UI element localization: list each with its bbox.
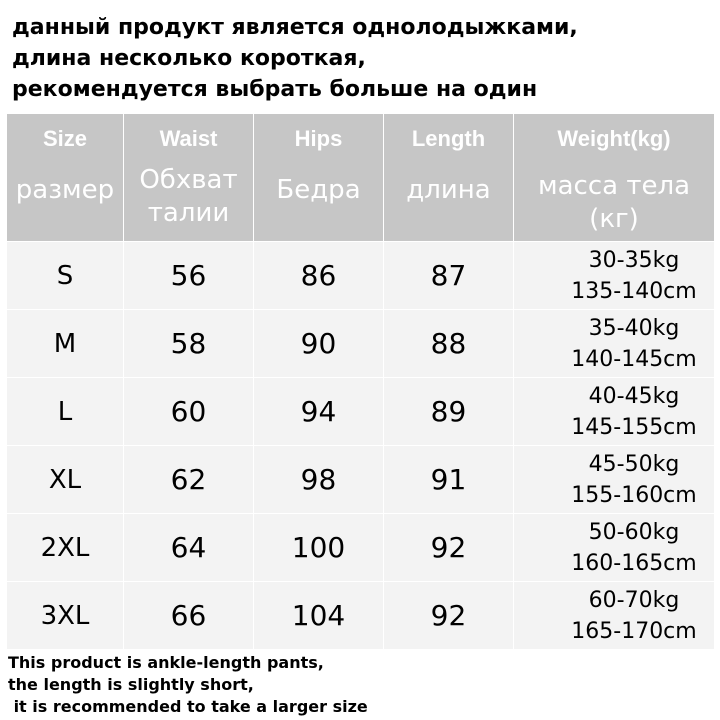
header-length-en: Length (411, 126, 486, 151)
english-notice-line: the length is slightly short, (8, 675, 254, 694)
header-waist (124, 114, 254, 242)
size-cell: L (7, 378, 124, 446)
hips-cell: 90 (254, 310, 384, 378)
table-row (7, 582, 715, 650)
hips-cell: 86 (254, 242, 384, 310)
header-waist-ru: Обхват талии (139, 165, 238, 228)
header-size-en: Size (42, 126, 88, 151)
russian-notice-line: данный продукт является однолодыжками, (12, 15, 578, 40)
english-notice-line: it is recommended to take a larger size (8, 697, 368, 716)
english-notice (8, 652, 708, 718)
hips-cell: 98 (254, 446, 384, 514)
header-size (7, 114, 124, 242)
russian-notice (12, 12, 712, 105)
weight-height-cell (514, 582, 715, 650)
table-row (7, 514, 715, 582)
header-weight-ru: масса тела (кг) (537, 171, 691, 234)
height-range: 145-155cm (571, 414, 697, 440)
length-cell: 92 (384, 582, 514, 650)
size-cell: 2XL (7, 514, 124, 582)
waist-cell: 66 (124, 582, 254, 650)
table-row (7, 446, 715, 514)
hips-cell: 100 (254, 514, 384, 582)
height-range: 155-160cm (571, 482, 697, 508)
size-cell: XL (7, 446, 124, 514)
english-notice-line: This product is ankle-length pants, (8, 653, 324, 672)
waist-cell: 58 (124, 310, 254, 378)
size-chart-table (6, 113, 715, 650)
header-weight-en: Weight(kg) (557, 126, 671, 151)
height-range: 165-170cm (571, 618, 697, 644)
weight-range: 30-35kg (588, 247, 680, 273)
size-cell: 3XL (7, 582, 124, 650)
header-waist-en: Waist (159, 126, 218, 151)
weight-range: 45-50kg (588, 451, 680, 477)
size-cell: M (7, 310, 124, 378)
header-hips-ru: Бедра (276, 175, 361, 205)
header-row (7, 114, 715, 242)
waist-cell: 62 (124, 446, 254, 514)
weight-height-cell (514, 446, 715, 514)
waist-cell: 56 (124, 242, 254, 310)
header-length (384, 114, 514, 242)
russian-notice-line: рекомендуется выбрать больше на один (12, 77, 538, 102)
waist-cell: 60 (124, 378, 254, 446)
length-cell: 91 (384, 446, 514, 514)
weight-height-cell (514, 514, 715, 582)
header-weight (514, 114, 715, 242)
hips-cell: 104 (254, 582, 384, 650)
height-range: 160-165cm (571, 550, 697, 576)
height-range: 140-145cm (571, 346, 697, 372)
weight-range: 35-40kg (588, 315, 680, 341)
length-cell: 88 (384, 310, 514, 378)
height-range: 135-140cm (571, 278, 697, 304)
header-length-ru: длина (406, 175, 491, 205)
table-row (7, 310, 715, 378)
weight-range: 50-60kg (588, 519, 680, 545)
russian-notice-line: длина несколько короткая, (12, 46, 366, 71)
length-cell: 87 (384, 242, 514, 310)
hips-cell: 94 (254, 378, 384, 446)
table-row (7, 378, 715, 446)
table-row (7, 242, 715, 310)
header-hips-en: Hips (294, 126, 343, 151)
size-cell: S (7, 242, 124, 310)
header-hips (254, 114, 384, 242)
header-size-ru: размер (15, 175, 115, 205)
length-cell: 89 (384, 378, 514, 446)
weight-height-cell (514, 242, 715, 310)
weight-range: 40-45kg (588, 383, 680, 409)
weight-height-cell (514, 310, 715, 378)
waist-cell: 64 (124, 514, 254, 582)
weight-range: 60-70kg (588, 587, 680, 613)
length-cell: 92 (384, 514, 514, 582)
weight-height-cell (514, 378, 715, 446)
